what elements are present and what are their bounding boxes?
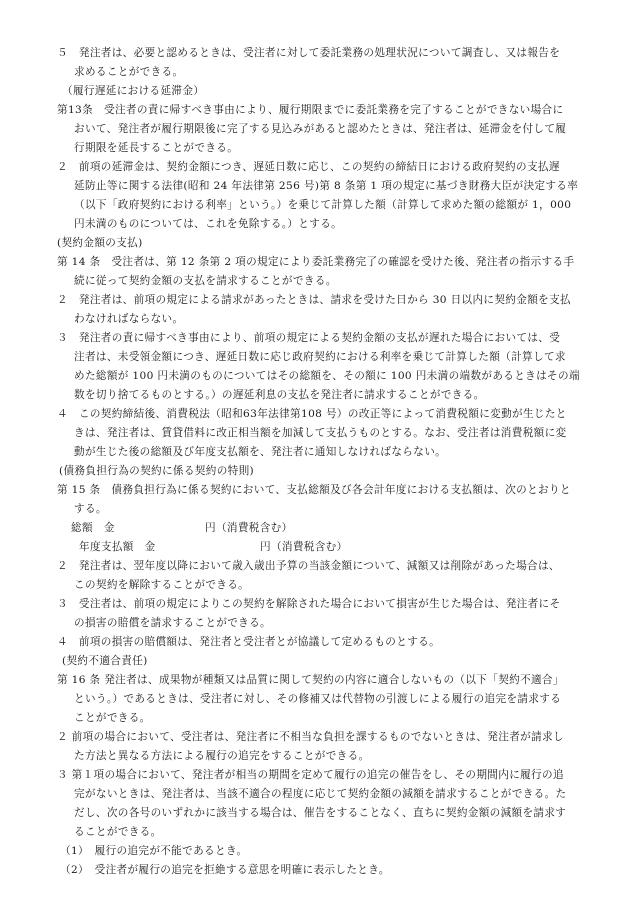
article-16-3-line-2: 完がないときは、発注者は、当該不適合の程度に応じて契約金額の減額を請求することができる。た	[74, 788, 567, 800]
article-14-3-line-4: 数を切り捨てるものとする。）の遅延利息の支払を発注者に請求することができる。	[74, 389, 485, 401]
item-1: （1） 履行の追完が不能であるとき。	[60, 845, 248, 857]
total-amount-label: 総額 金	[71, 522, 115, 534]
item-2: （2） 受注者が履行の追完を拒絶する意思を明確に表示したとき。	[60, 864, 390, 876]
heading-contract-payment: (契約金額の支払)	[57, 237, 143, 249]
article-15-3-line-2: の損害の賠償を請求することができる。	[74, 617, 271, 629]
clause-5-line-1: ５ 発注者は、必要と認めるときは、受注者に対して委託業務の処理状況について調査し、又は報告を	[57, 47, 561, 59]
article-14-4-line-2: きは、発注者は、賃貸借料に改正相当額を加減して支払うものとする。なお、受注者は消費税額に変	[74, 427, 567, 439]
article-14-3-line-2: 注者は、未受領金額につき、遅延日数に応じ政府契約における利率を乗じて計算した額（計算して求	[74, 351, 566, 363]
article-15-3-line-1: ３ 受注者は、前項の規定によりこの契約を解除された場合において損害が生じた場合は、発注者にそ	[57, 598, 561, 610]
article-14-2-line-1: ２ 発注者は、前項の規定による請求があったときは、請求を受けた日から 30 日以内に契約金額を支払	[57, 294, 571, 306]
article-13-2-line-2: 延防止等に関する法律(昭和 24 年法律第 256 号)第 8 条第 1 項の規定に基づき財務大臣が決定する率	[74, 180, 579, 192]
article-16-3-line-4: ることができる。	[74, 826, 162, 838]
article-13-2-line-1: ２ 前項の延滞金は、契約金額につき、遅延日数に応じ、この契約の締結日における政府契約の支払遅	[57, 161, 560, 173]
article-13-line-3: 行期限を延長することができる。	[74, 142, 239, 154]
article-15-line-1: 第 15 条 債務負担行為に係る契約において、支払総額及び各会計年度における支払額は、次のとおりと	[57, 484, 571, 496]
annual-payment-value: 円（消費税含む）	[260, 541, 348, 553]
heading-nonconformity: (契約不適合責任)	[62, 655, 148, 667]
article-13-line-1: 第13条 受注者の責に帰すべき事由により、履行期限までに委託業務を完了することができない場合に	[57, 104, 564, 116]
article-14-4-line-1: ４ この契約締結後、消費税法（昭和63年法律第108 号）の改正等によって消費税額に変動が生じたと	[57, 408, 567, 420]
article-13-2-line-3: （以下「政府契約における利率」という。）を乗じて計算した額（計算して求めた額の総額が 1，000	[74, 199, 572, 211]
heading-delay-damages: （履行遅延における延滞金）	[62, 85, 205, 97]
article-16-3-line-1: ３ 第１項の場合において、発注者が相当の期間を定めて履行の追完の催告をし、その期間内に履行の追	[57, 769, 564, 781]
article-13-line-2: おいて、発注者が履行期限後に完了する見込みがあると認めたときは、発注者は、延滞金を付して履	[74, 123, 567, 135]
article-15-2-line-1: ２ 発注者は、翌年度以降において歳入歳出予算の当該金額について、減額又は削除があった場合は、	[57, 560, 560, 572]
clause-5-line-2: 求めることができる。	[74, 66, 184, 78]
article-16-line-2: という。）であるときは、受注者に対し、その修補又は代替物の引渡しによる履行の追完を請求する	[74, 693, 562, 705]
article-14-4-line-3: 動が生じた後の総額及び年度支払額を、発注者に通知しなければならない。	[74, 446, 447, 458]
article-14-3-line-1: ３ 発注者の責に帰すべき事由により、前項の規定による契約金額の支払が遅れた場合においては、受	[57, 332, 561, 344]
article-16-2-line-2: た方法と異なる方法による履行の追完をすることができる。	[74, 750, 370, 762]
article-14-3-line-3: めた総額が 100 円未満のものについてはその総額を、その額に 100 円未満の端数があるときはその端	[74, 370, 580, 382]
article-16-line-3: ことができる。	[74, 712, 151, 724]
annual-payment-label: 年度支払額 金	[79, 541, 156, 553]
article-15-line-2: する。	[74, 503, 107, 515]
article-16-3-line-3: だし、次の各号のいずれかに該当する場合は、催告をすることなく、直ちに契約金額の減額を請求す	[74, 807, 567, 819]
article-16-line-1: 第 16 条 発注者は、成果物が種類又は品質に関して契約の内容に適合しないもの（以下「契約不適合」	[57, 674, 564, 686]
article-14-2-line-2: わなければならない。	[74, 313, 184, 325]
article-15-4-line-1: ４ 前項の損害の賠償額は、発注者と受注者とが協議して定めるものとする。	[57, 636, 441, 648]
total-amount-value: 円（消費税含む）	[205, 522, 293, 534]
article-14-line-2: 続に従って契約金額の支払を請求することができる。	[74, 275, 337, 287]
article-16-2-line-1: ２ 前項の場合において、受注者は、発注者に不相当な負担を課するものでないときは、発注者が請求し	[57, 731, 564, 743]
heading-debt-burden: (債務負担行為の契約に係る契約の特則)	[59, 465, 255, 477]
article-15-2-line-2: この契約を解除することができる。	[74, 579, 250, 591]
article-14-line-1: 第 14 条 受注者は、第 12 条第 2 項の規定により委託業務完了の確認を受けた後、発注者の指示する手	[57, 256, 575, 268]
article-13-2-line-4: 円未満のものについては、これを免除する。）とする。	[74, 218, 343, 230]
